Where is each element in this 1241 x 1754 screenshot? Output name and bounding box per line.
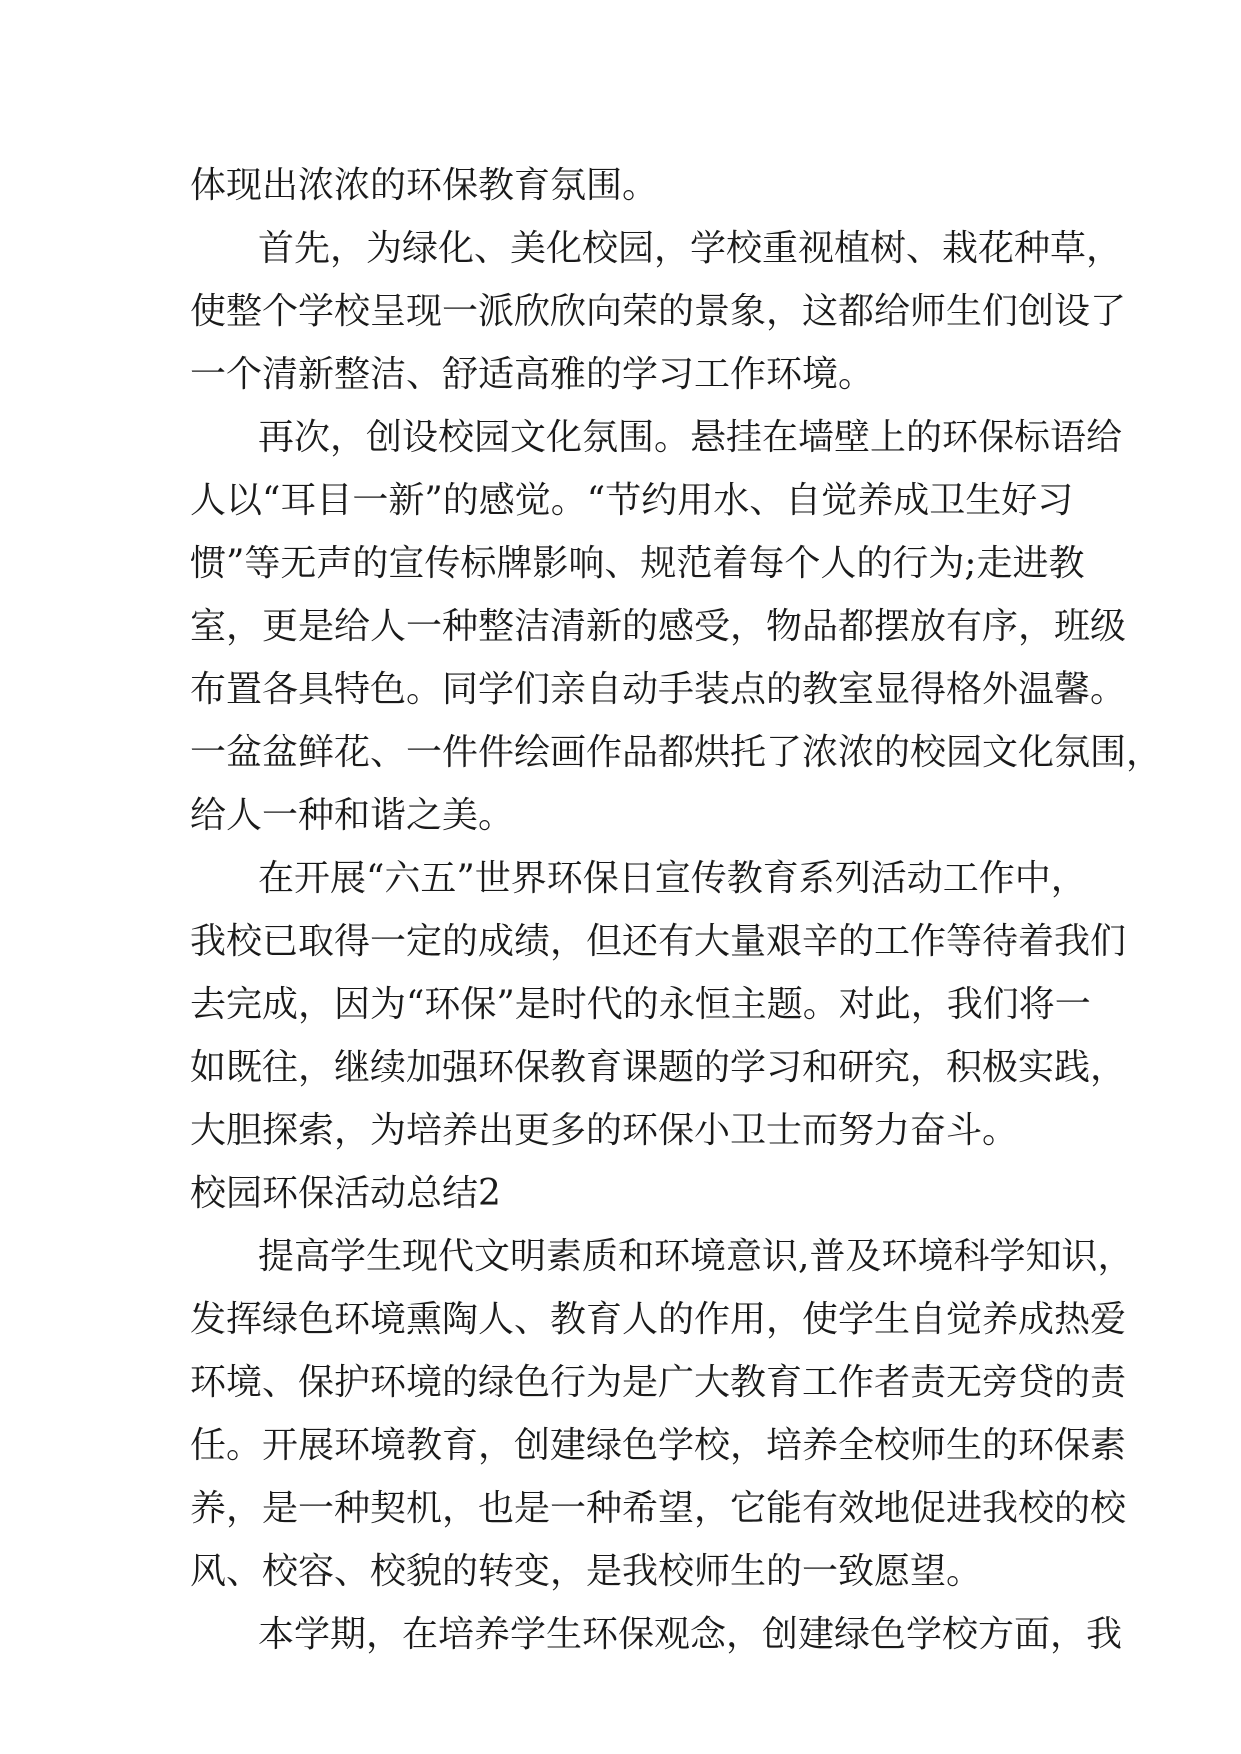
paragraph-line: 在开展“六五”世界环保日宣传教育系列活动工作中，: [258, 858, 1087, 899]
paragraph-line: 体现出浓浓的环保教育氛围。: [190, 165, 659, 206]
paragraph-line: 去完成，因为“环保”是时代的永恒主题。对此，我们将一: [190, 984, 1091, 1025]
paragraph-line: 一个清新整洁、舒适高雅的学习工作环境。: [190, 354, 875, 395]
paragraph-line: 首先，为绿化、美化校园，学校重视植树、栽花种草，: [258, 228, 1123, 269]
paragraph-line: 惯”等无声的宣传标牌影响、规范着每个人的行为;走进教: [190, 543, 1085, 584]
paragraph-line: 任。开展环境教育，创建绿色学校，培养全校师生的环保素: [190, 1425, 1127, 1466]
paragraph-line: 布置各具特色。同学们亲自动手装点的教室显得格外温馨。: [190, 669, 1127, 710]
paragraph-line: 我校已取得一定的成绩，但还有大量艰辛的工作等待着我们: [190, 921, 1127, 962]
paragraph-line: 人以“耳目一新”的感觉。“节约用水、自觉养成卫生好习: [190, 480, 1074, 521]
paragraph-line: 大胆探索，为培养出更多的环保小卫士而努力奋斗。: [190, 1110, 1019, 1151]
paragraph-line: 风、校容、校貌的转变，是我校师生的一致愿望。: [190, 1551, 983, 1592]
paragraph-line: 环境、保护环境的绿色行为是广大教育工作者责无旁贷的责: [190, 1362, 1127, 1403]
section-heading: 校园环保活动总结2: [190, 1173, 501, 1214]
paragraph-line: 发挥绿色环境熏陶人、教育人的作用，使学生自觉养成热爱: [190, 1299, 1127, 1340]
paragraph-line: 养，是一种契机，也是一种希望，它能有效地促进我校的校: [190, 1488, 1127, 1529]
paragraph-line: 再次，创设校园文化氛围。悬挂在墙壁上的环保标语给: [258, 417, 1123, 458]
paragraph-line: 使整个学校呈现一派欣欣向荣的景象，这都给师生们创设了: [190, 291, 1127, 332]
paragraph-line: 如既往，继续加强环保教育课题的学习和研究，积极实践，: [190, 1047, 1127, 1088]
paragraph-line: 室，更是给人一种整洁清新的感受，物品都摆放有序，班级: [190, 606, 1127, 647]
paragraph-line: 给人一种和谐之美。: [190, 795, 515, 836]
paragraph-line: 一盆盆鲜花、一件件绘画作品都烘托了浓浓的校园文化氛围，: [190, 732, 1163, 773]
paragraph-line: 提高学生现代文明素质和环境意识,普及环境科学知识，: [258, 1236, 1134, 1277]
paragraph-line: 本学期，在培养学生环保观念，创建绿色学校方面，我: [258, 1614, 1123, 1655]
